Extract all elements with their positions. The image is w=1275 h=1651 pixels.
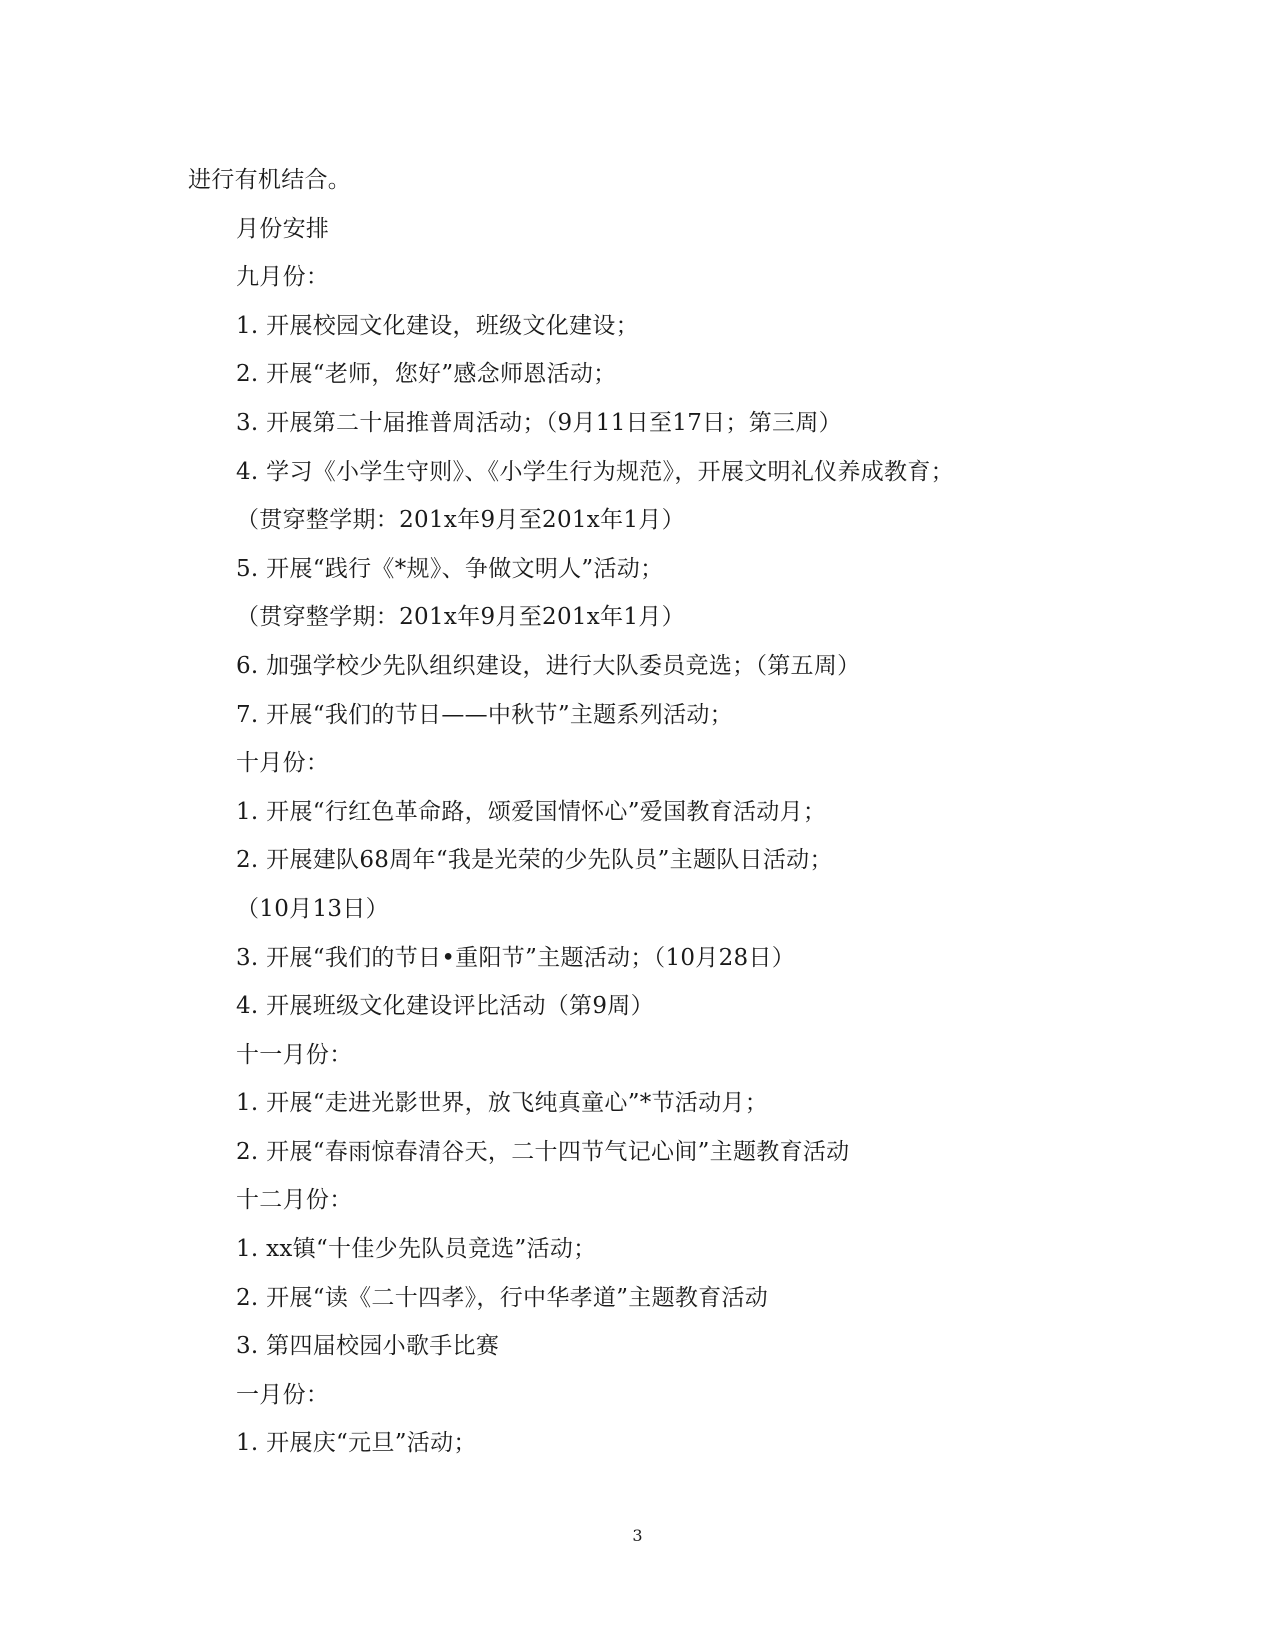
text-line: 4. 学习《小学生守则》、《小学生行为规范》，开展文明礼仪养成教育； — [236, 458, 954, 485]
text-line: （10月13日） — [236, 895, 389, 922]
text-line: 1. 开展“走进光影世界，放飞纯真童心”*节活动月； — [236, 1090, 769, 1117]
text-line: （贯穿整学期：201x年9月至201x年1月） — [236, 604, 685, 631]
text-line: 2. 开展“春雨惊春清谷天，二十四节气记心间”主题教育活动 — [236, 1138, 850, 1165]
text-line: 2. 开展建队68周年“我是光荣的少先队员”主题队日活动； — [236, 847, 833, 874]
text-line: 3. 开展第二十届推普周活动；（9月11日至17日；第三周） — [236, 409, 842, 436]
text-line: 月份安排 — [236, 215, 330, 242]
text-line: 1. xx镇“十佳少先队员竞选”活动； — [236, 1236, 597, 1263]
text-line: 2. 开展“读《二十四孝》，行中华孝道”主题教育活动 — [236, 1284, 769, 1311]
text-line: 1. 开展庆“元旦”活动； — [236, 1430, 477, 1457]
text-line: 十一月份： — [236, 1041, 353, 1068]
text-line: 3. 第四届校园小歌手比赛 — [236, 1333, 500, 1360]
text-line: 进行有机结合。 — [188, 167, 352, 193]
text-line: （贯穿整学期：201x年9月至201x年1月） — [236, 507, 685, 534]
text-line: 4. 开展班级文化建设评比活动（第9周） — [236, 993, 654, 1020]
text-line: 7. 开展“我们的节日——中秋节”主题系列活动； — [236, 701, 733, 728]
text-line: 九月份： — [236, 264, 330, 291]
text-line: 5. 开展“践行《*规》、争做文明人”活动； — [236, 555, 664, 582]
page-number: 3 — [632, 1526, 643, 1545]
text-line: 6. 加强学校少先队组织建设，进行大队委员竞选；（第五周） — [236, 652, 861, 679]
text-line: 3. 开展“我们的节日•重阳节”主题活动；（10月28日） — [236, 944, 796, 971]
text-line: 十二月份： — [236, 1187, 353, 1214]
text-line: 1. 开展“行红色革命路，颂爱国情怀心”爱国教育活动月； — [236, 798, 827, 825]
text-line: 1. 开展校园文化建设，班级文化建设； — [236, 312, 639, 339]
text-line: 一月份： — [236, 1381, 330, 1408]
document-body — [188, 156, 1088, 1468]
text-line: 十月份： — [236, 750, 330, 777]
text-line: 2. 开展“老师，您好”感念师恩活动； — [236, 361, 617, 388]
